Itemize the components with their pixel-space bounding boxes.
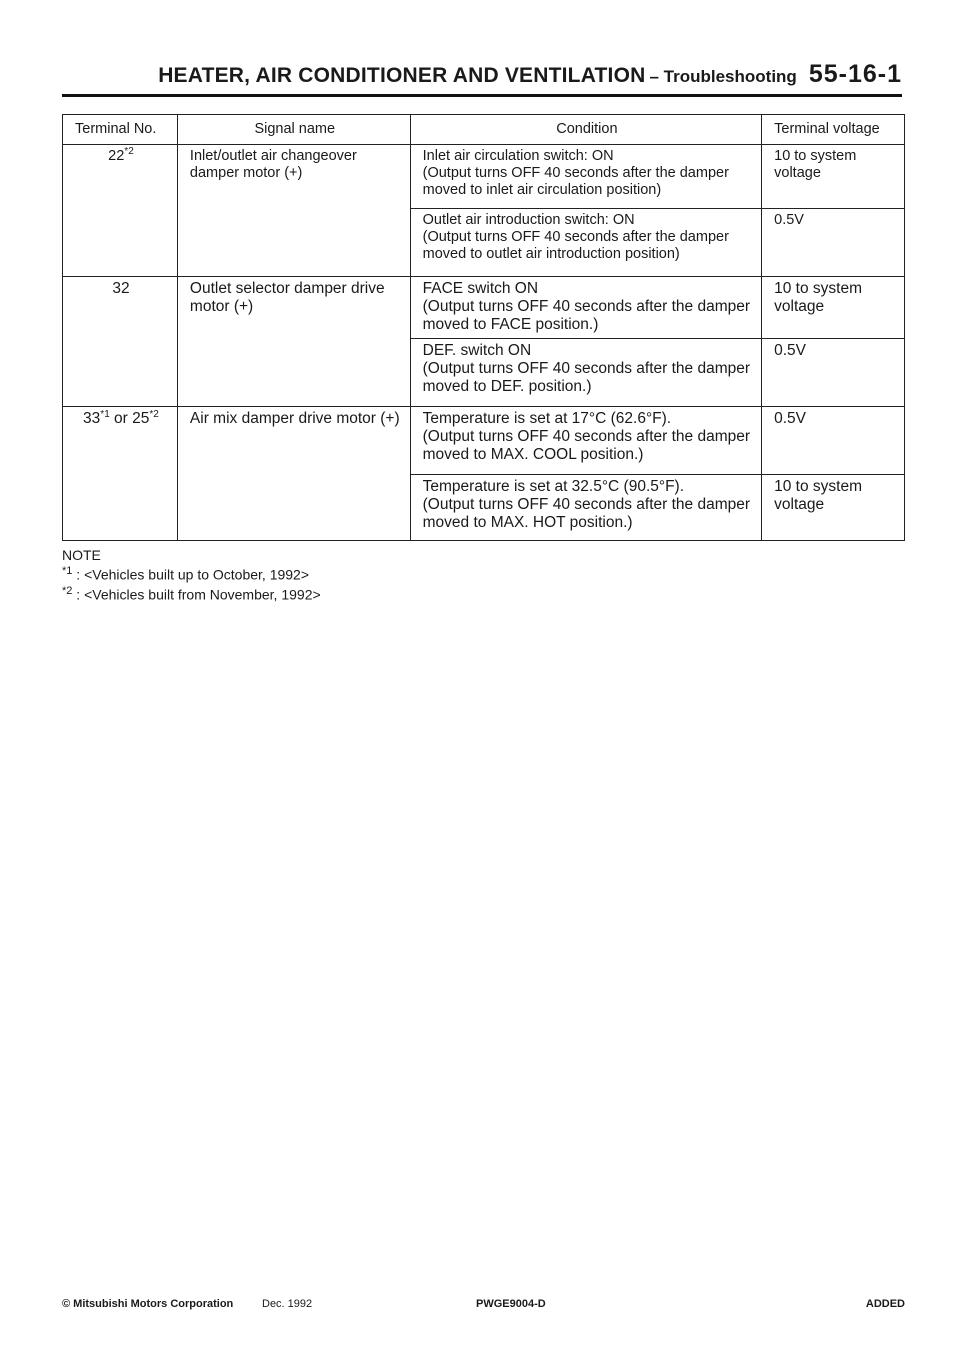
note-item bbox=[62, 563, 321, 583]
terminal-number: 22 bbox=[108, 148, 125, 164]
condition-detail: (Output turns OFF 40 seconds after the damper moved to outlet air introduction position) bbox=[422, 229, 729, 262]
footnote-block bbox=[62, 547, 321, 602]
footer-status: ADDED bbox=[865, 1298, 905, 1310]
note-text: : <Vehicles built from November, 1992> bbox=[76, 586, 321, 603]
condition-cell bbox=[410, 407, 761, 475]
terminal-voltage-cell: 0.5V bbox=[762, 209, 905, 277]
terminal-number-cell bbox=[63, 277, 178, 407]
condition-detail: (Output turns OFF 40 seconds after the damper moved to MAX. HOT position.) bbox=[422, 496, 751, 531]
terminal-voltage-cell: 10 to system voltage bbox=[762, 475, 905, 541]
terminal-footnote-mark-alt: *2 bbox=[149, 408, 159, 420]
condition-cell bbox=[410, 339, 761, 407]
condition-text: Temperature is set at 17°C (62.6°F). bbox=[422, 410, 672, 427]
terminal-number: 33 bbox=[83, 410, 101, 427]
signal-name-cell: Outlet selector damper drive motor (+) bbox=[177, 277, 410, 407]
condition-text: FACE switch ON bbox=[422, 280, 539, 297]
table-row bbox=[63, 145, 905, 209]
page-subtitle: – Troubleshooting bbox=[649, 67, 797, 86]
condition-cell bbox=[410, 475, 761, 541]
page-number: 55-16-1 bbox=[808, 60, 902, 88]
footer-document-code: PWGE9004-D bbox=[476, 1298, 546, 1310]
note-heading: NOTE bbox=[62, 547, 101, 563]
terminal-number: 32 bbox=[112, 280, 130, 297]
terminal-number-cell bbox=[63, 407, 178, 541]
table-row bbox=[63, 407, 905, 475]
terminal-or: or bbox=[109, 410, 133, 427]
column-header-voltage: Terminal voltage bbox=[762, 115, 905, 145]
table-row bbox=[63, 277, 905, 339]
condition-detail: (Output turns OFF 40 seconds after the damper moved to inlet air circulation position) bbox=[422, 165, 729, 198]
page-footer bbox=[62, 1298, 905, 1314]
terminal-voltage-cell: 10 to system voltage bbox=[762, 277, 905, 339]
footer-date: Dec. 1992 bbox=[262, 1298, 313, 1310]
condition-text: Temperature is set at 32.5°C (90.5°F). bbox=[422, 478, 685, 495]
condition-cell bbox=[410, 277, 761, 339]
condition-text: Outlet air introduction switch: ON bbox=[422, 212, 635, 228]
column-header-condition: Condition bbox=[410, 115, 761, 145]
page-header bbox=[62, 60, 902, 97]
terminal-footnote-mark: *1 bbox=[100, 408, 110, 420]
signal-name-cell: Inlet/outlet air changeover damper motor (+) bbox=[177, 145, 410, 277]
note-mark: *1 bbox=[62, 565, 73, 577]
column-header-signal: Signal name bbox=[177, 115, 410, 145]
condition-cell bbox=[410, 209, 761, 277]
column-header-terminal: Terminal No. bbox=[63, 115, 178, 145]
condition-cell bbox=[410, 145, 761, 209]
terminal-number-cell bbox=[63, 145, 178, 277]
condition-text: Inlet air circulation switch: ON bbox=[422, 148, 614, 164]
terminal-number-alt: 25 bbox=[132, 410, 150, 427]
terminal-voltage-cell: 0.5V bbox=[762, 339, 905, 407]
note-item bbox=[62, 583, 321, 603]
terminal-footnote-mark: *2 bbox=[124, 146, 134, 158]
page-title: HEATER, AIR CONDITIONER AND VENTILATION bbox=[158, 64, 646, 87]
note-text: : <Vehicles built up to October, 1992> bbox=[76, 566, 310, 583]
terminal-voltage-cell: 0.5V bbox=[762, 407, 905, 475]
terminal-voltage-cell: 10 to system voltage bbox=[762, 145, 905, 209]
table-header-row bbox=[63, 115, 905, 145]
condition-detail: (Output turns OFF 40 seconds after the damper moved to FACE position.) bbox=[422, 298, 751, 333]
condition-text: DEF. switch ON bbox=[422, 342, 532, 359]
terminal-voltage-table bbox=[62, 114, 905, 541]
footer-copyright: © Mitsubishi Motors Corporation bbox=[62, 1298, 234, 1310]
note-mark: *2 bbox=[62, 584, 73, 597]
signal-name-cell: Air mix damper drive motor (+) bbox=[177, 407, 410, 541]
condition-detail: (Output turns OFF 40 seconds after the damper moved to DEF. position.) bbox=[422, 360, 751, 395]
condition-detail: (Output turns OFF 40 seconds after the damper moved to MAX. COOL position.) bbox=[422, 428, 751, 463]
